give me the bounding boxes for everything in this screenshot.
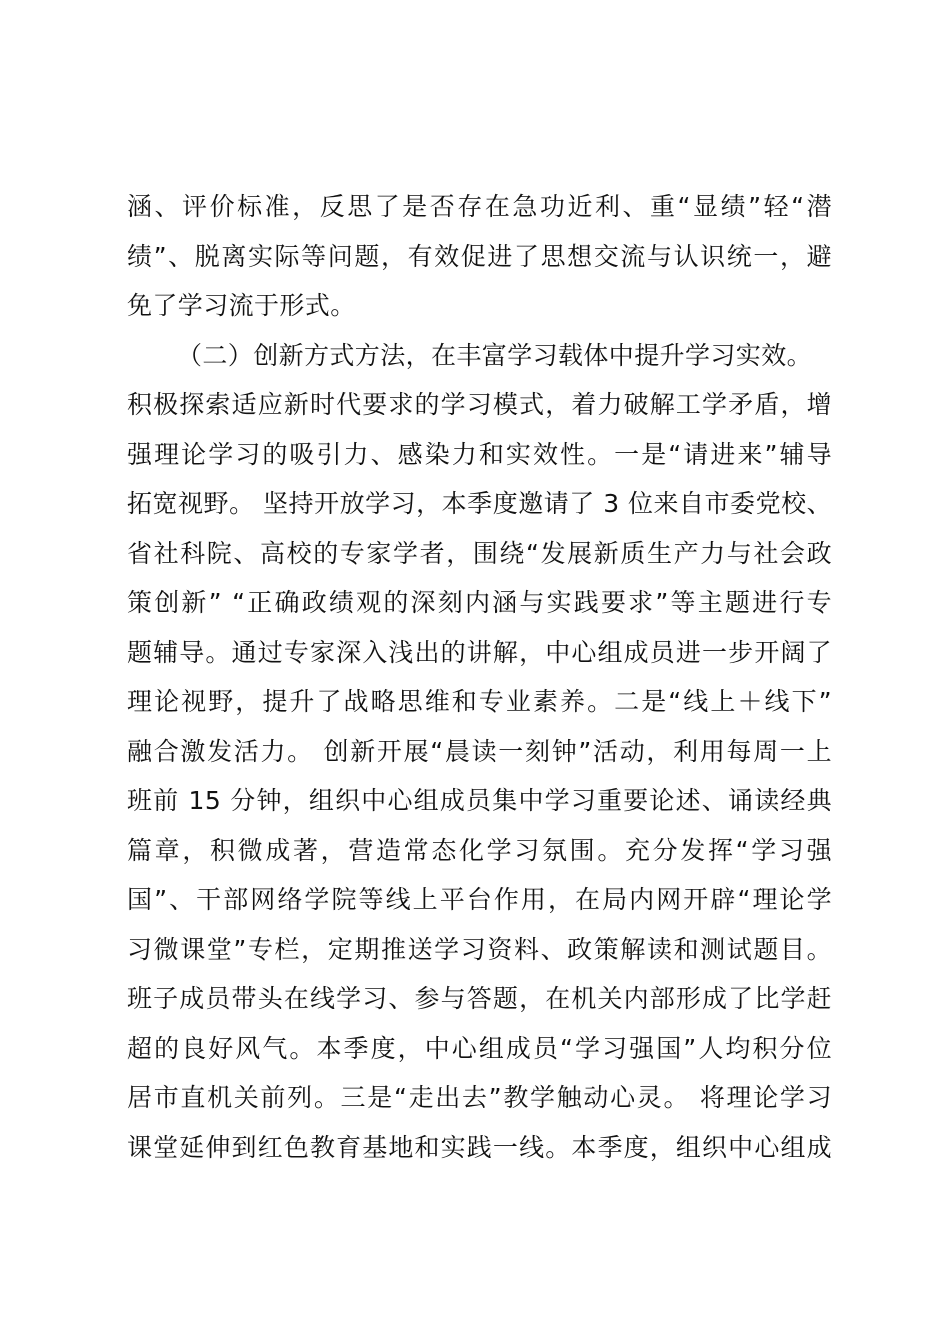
text-line: 习微课堂”专栏，定期推送学习资料、政策解读和测试题目。 <box>127 934 832 964</box>
text-line: 课堂延伸到红色教育基地和实践一线。本季度，组织中心组成 <box>127 1132 832 1162</box>
text-line: 篇章，积微成著，营造常态化学习氛围。充分发挥“学习强 <box>127 835 832 865</box>
document-body <box>127 182 832 1172</box>
text-line: 班前 15 分钟，组织中心组成员集中学习重要论述、诵读经典 <box>127 786 832 815</box>
text-line: 省社科院、高校的专家学者，围绕“发展新质生产力与社会政 <box>127 538 832 568</box>
text-line: 免了学习流于形式。 <box>127 291 356 320</box>
text-line: 班子成员带头在线学习、参与答题，在机关内部形成了比学赶 <box>127 984 832 1013</box>
text-line: 积极探索适应新时代要求的学习模式，着力破解工学矛盾，增 <box>127 390 832 419</box>
text-line: 强理论学习的吸引力、感染力和实效性。一是“请进来”辅导 <box>127 439 832 469</box>
text-line: 超的良好风气。本季度，中心组成员“学习强国”人均积分位 <box>127 1033 832 1063</box>
text-line: 策创新” “正确政绩观的深刻内涵与实践要求”等主题进行专 <box>127 588 832 617</box>
text-line: 涵、评价标准，反思了是否存在急功近利、重“显绩”轻“潜 <box>127 192 832 221</box>
text-line: 融合激发活力。 创新开展“晨读一刻钟”活动，利用每周一上 <box>127 736 832 766</box>
text-line: 绩”、脱离实际等问题，有效促进了思想交流与认识统一，避 <box>127 241 832 271</box>
section-heading: （二）创新方式方法，在丰富学习载体中提升学习实效。 <box>177 340 813 370</box>
text-line: 拓宽视野。 坚持开放学习，本季度邀请了 3 位来自市委党校、 <box>127 489 832 518</box>
text-line: 题辅导。通过专家深入浅出的讲解，中心组成员进一步开阔了 <box>127 637 832 667</box>
text-line: 理论视野，提升了战略思维和专业素养。二是“线上＋线下” <box>127 687 832 716</box>
text-line: 居市直机关前列。三是“走出去”教学触动心灵。 将理论学习 <box>127 1083 832 1112</box>
text-line: 国”、干部网络学院等线上平台作用，在局内网开辟“理论学 <box>127 885 832 914</box>
